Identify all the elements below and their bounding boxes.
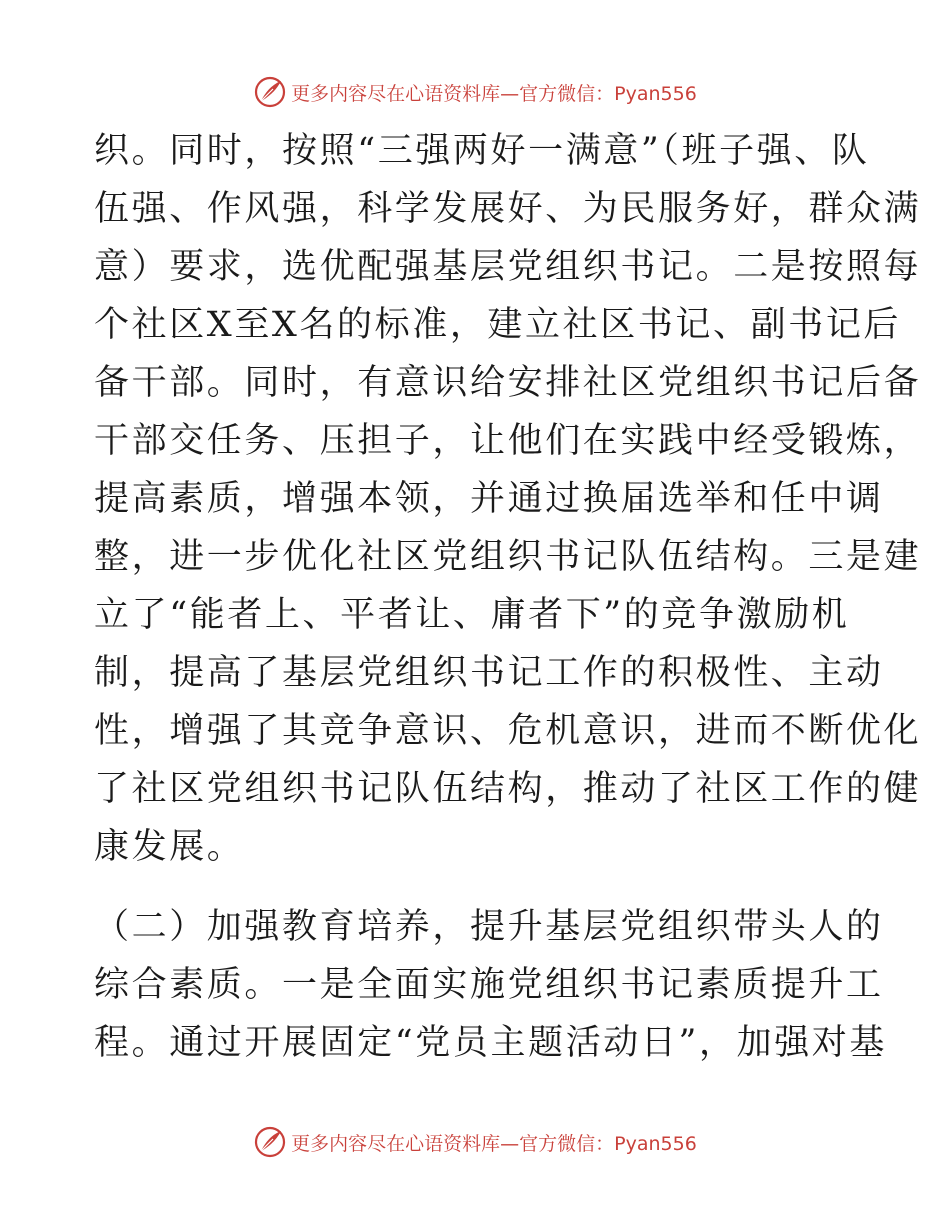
text-line: （二）加强教育培养，提升基层党组织带头人的 [94, 907, 884, 947]
paragraph [94, 122, 922, 876]
watermark-wechat-id: Pyan556 [614, 1132, 697, 1155]
watermark-wechat-id: Pyan556 [614, 82, 697, 105]
text-line: 干部交任务、压担子，让他们在实践中经受锻炼， [94, 421, 922, 461]
watermark-text: 更多内容尽在心语资料库—官方微信：Pyan556 [291, 1132, 697, 1155]
watermark-text: 更多内容尽在心语资料库—官方微信：Pyan556 [291, 82, 697, 105]
text-line: 制，提高了基层党组织书记工作的积极性、主动 [94, 653, 884, 693]
text-line: 康发展。 [94, 827, 245, 867]
paragraph [94, 898, 887, 1072]
text-line: 综合素质。一是全面实施党组织书记素质提升工 [94, 965, 884, 1005]
text-line: 个社区X至X名的标准，建立社区书记、副书记后 [94, 305, 902, 345]
text-line: 程。通过开展固定“党员主题活动日”，加强对基 [94, 1023, 887, 1063]
header-watermark [0, 70, 950, 114]
text-line: 性，增强了其竞争意识、危机意识，进而不断优化 [94, 711, 922, 751]
text-line: 意）要求，选优配强基层党组织书记。二是按照每 [94, 247, 922, 287]
footer-watermark [0, 1120, 950, 1164]
paragraph-gap [94, 876, 854, 898]
feather-pen-logo-icon [253, 75, 287, 109]
text-line: 立了“能者上、平者让、庸者下”的竞争激励机 [94, 595, 850, 635]
feather-pen-logo-icon [253, 1125, 287, 1159]
text-line: 伍强、作风强，科学发展好、为民服务好，群众满 [94, 189, 922, 229]
text-line: 提高素质，增强本领，并通过换届选举和任中调 [94, 479, 884, 519]
text-line: 织。同时，按照“三强两好一满意”（班子强、队 [94, 131, 870, 171]
text-line: 了社区党组织书记队伍结构，推动了社区工作的健 [94, 769, 922, 809]
document-body [94, 122, 922, 1072]
text-line: 备干部。同时，有意识给安排社区党组织书记后备 [94, 363, 922, 403]
text-line: 整，进一步优化社区党组织书记队伍结构。三是建 [94, 537, 922, 577]
